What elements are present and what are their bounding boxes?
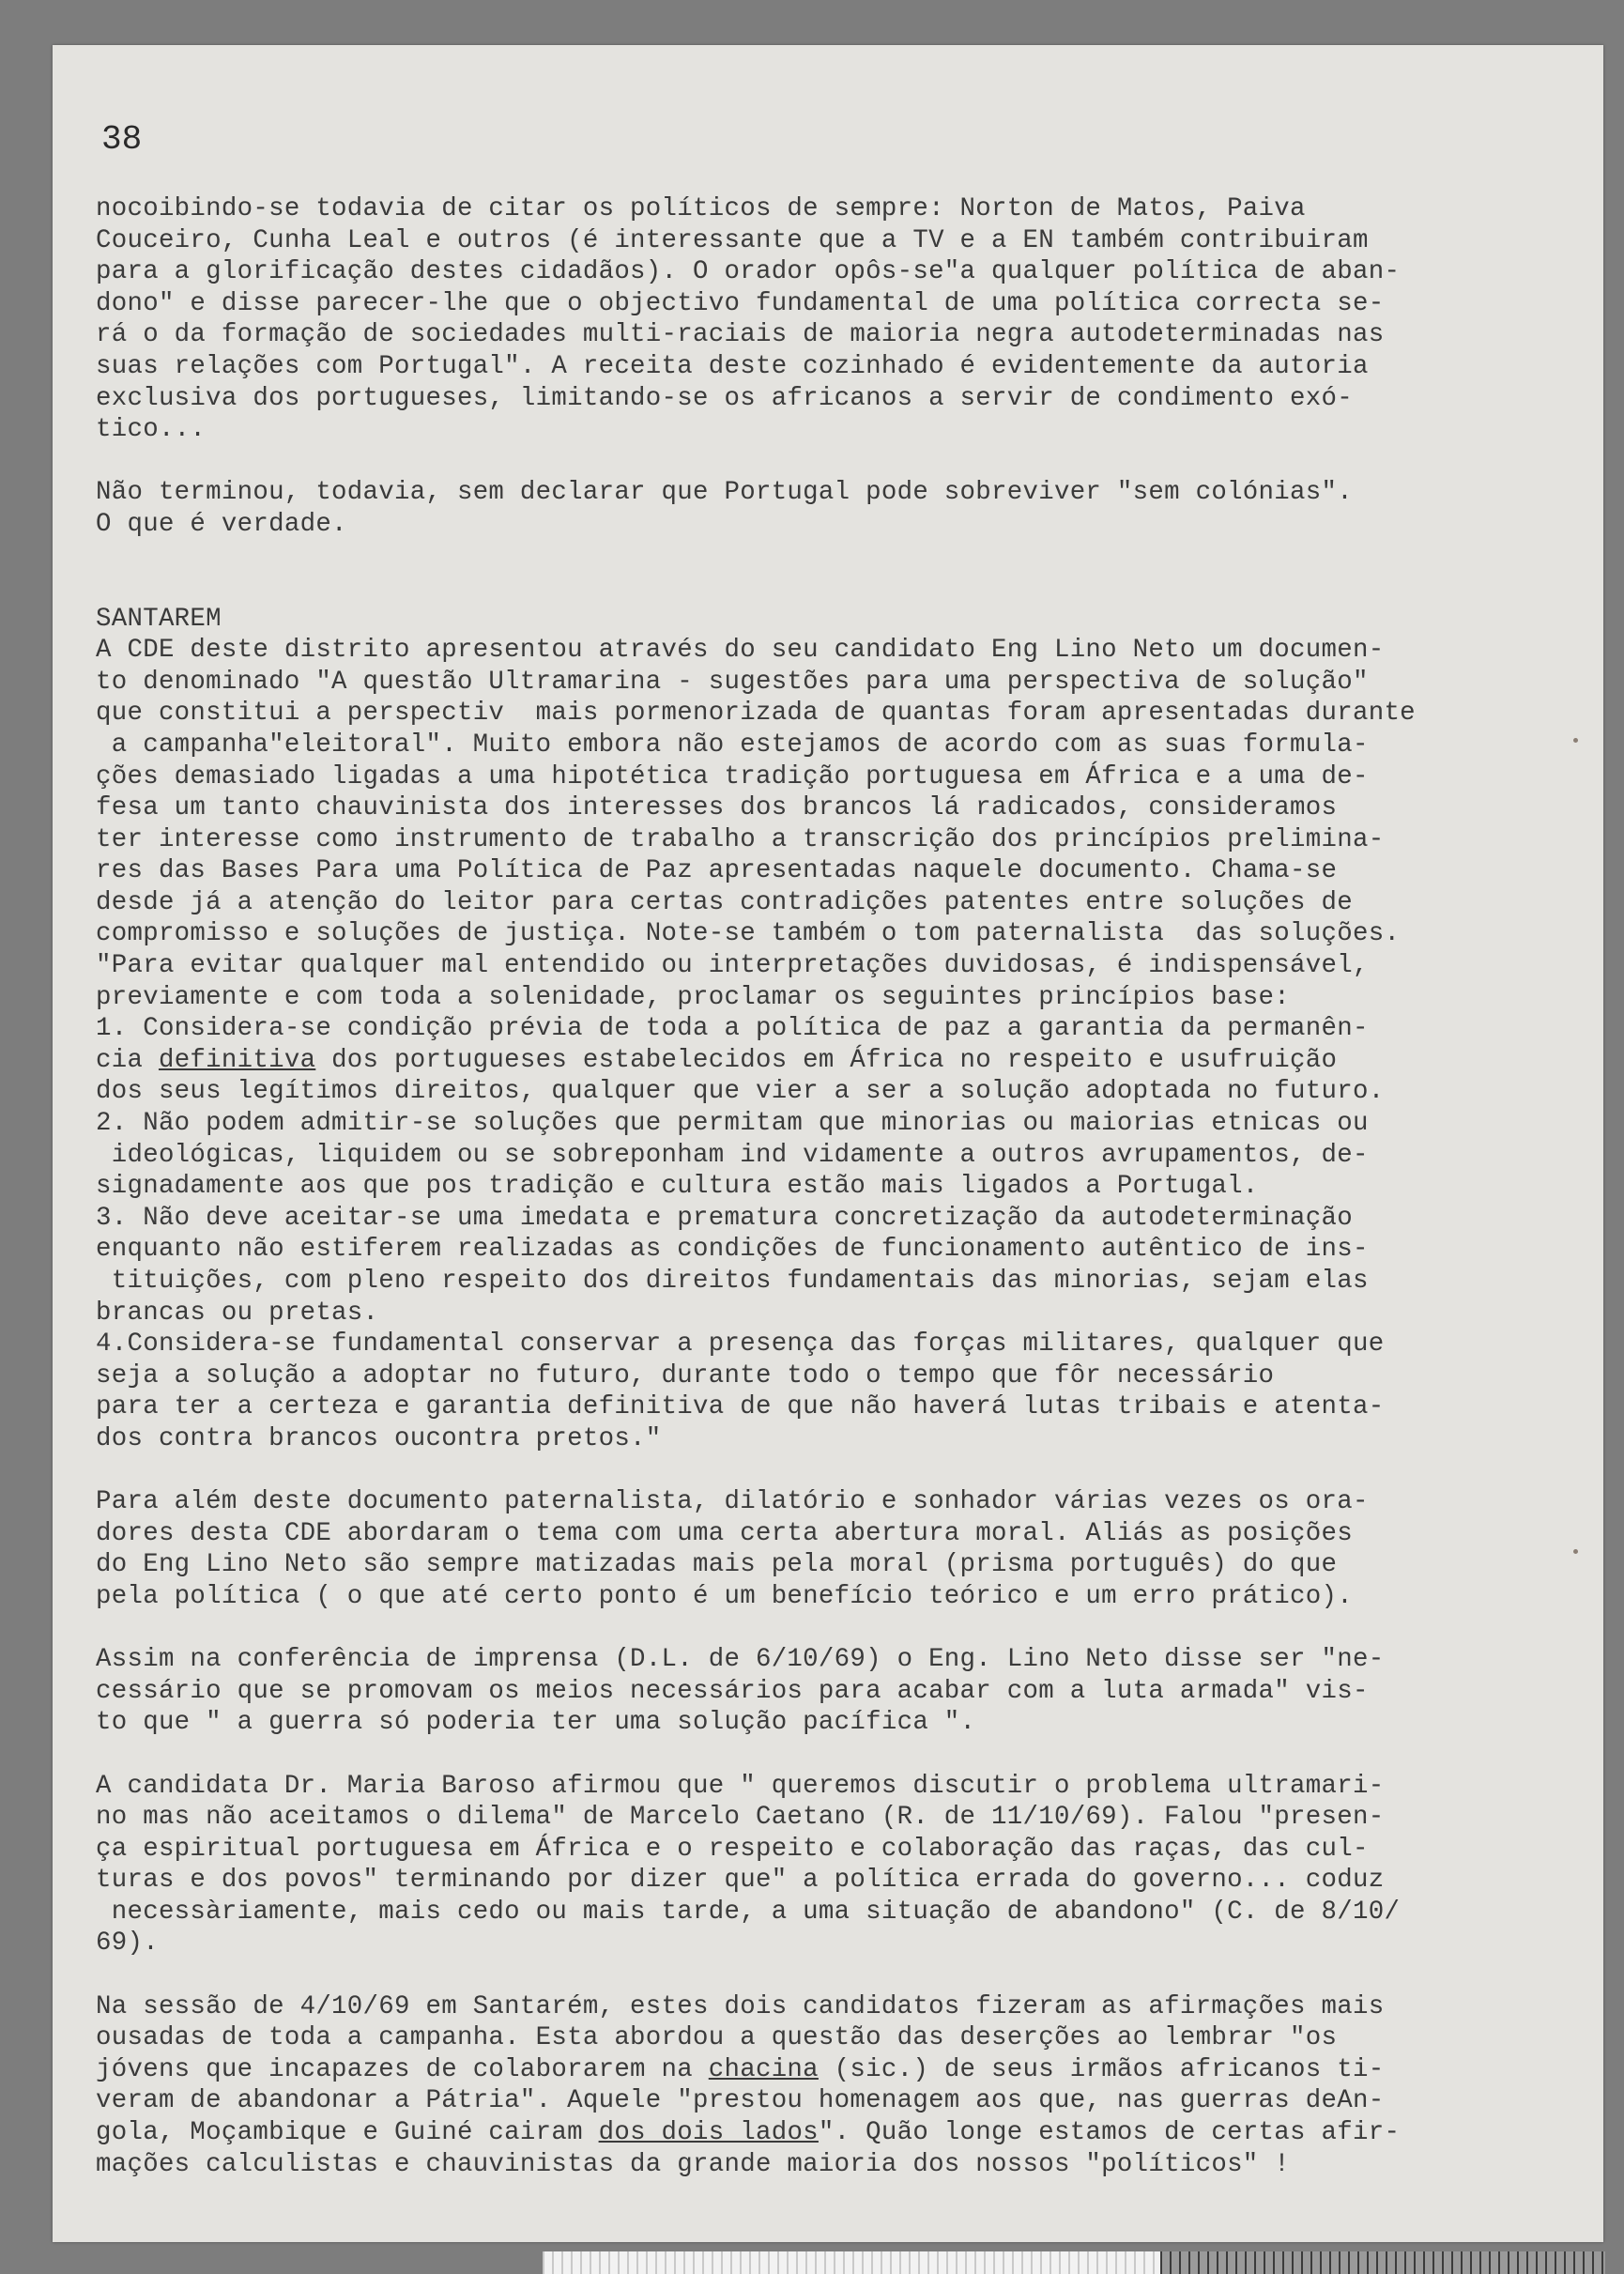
- text-line: A CDE deste distrito apresentou através do seu candidato Eng Lino Neto um documen-: [96, 636, 1385, 666]
- text-line: tituições, com pleno respeito dos direitos fundamentais das minorias, sejam elas: [96, 1267, 1369, 1296]
- text-line: previamente e com toda a solenidade, proclamar os seguintes princípios base:: [96, 982, 1291, 1012]
- text-line: gola, Moçambique e Guiné cairam dos dois lados". Quão longe estamos de certas afir-: [96, 2118, 1401, 2148]
- document-body: [96, 193, 1485, 2180]
- scan-ruler-dark: [1160, 2251, 1605, 2274]
- text-line: 3. Não deve aceitar-se uma imedata e prematura concretização da autodeterminação: [96, 1203, 1353, 1233]
- paper-speck: [1573, 1549, 1578, 1554]
- text-line: necessàriamente, mais cedo ou mais tarde, a uma situação de abandono" (C. de 8/10/: [96, 1897, 1401, 1927]
- text-line: a campanha"eleitoral". Muito embora não estejamos de acordo com as suas formula-: [96, 730, 1369, 760]
- text-line: brancas ou pretas.: [96, 1298, 379, 1328]
- text-line: Couceiro, Cunha Leal e outros (é interessante que a TV e a EN também contribuiram: [96, 225, 1369, 255]
- paragraph-5: [96, 1486, 1485, 1612]
- text-line: veram de abandonar a Pátria". Aquele "prestou homenagem aos que, nas guerras deAn-: [96, 2086, 1385, 2116]
- paragraph-8: [96, 1991, 1485, 2181]
- text-line: enquanto não estiferem realizadas as condições de funcionamento autêntico de ins-: [96, 1235, 1369, 1265]
- text-line: Não terminou, todavia, sem declarar que Portugal pode sobreviver "sem colónias".: [96, 478, 1353, 508]
- text-line: no mas não aceitamos o dilema" de Marcelo Caetano (R. de 11/10/69). Falou "presen-: [96, 1803, 1385, 1833]
- text-line: Na sessão de 4/10/69 em Santarém, estes dois candidatos fizeram as afirmações mais: [96, 1991, 1385, 2021]
- text-line: que constitui a perspectiv mais pormenorizada de quantas foram apresentadas durante: [96, 699, 1416, 729]
- page-number: 38: [101, 120, 143, 159]
- text-line: cessário que se promovam os meios necessários para acabar com a luta armada" vis-: [96, 1676, 1369, 1706]
- text-line: ideológicas, liquidem ou se sobreponham ind vidamente a outros avrupamentos, de-: [96, 1140, 1369, 1170]
- paragraph-1: [96, 193, 1485, 446]
- text-line: 2. Não podem admitir-se soluções que permitam que minorias ou maiorias etnicas ou: [96, 1109, 1369, 1139]
- underlined-word: chacina: [708, 2054, 819, 2084]
- paper-speck: [1573, 738, 1578, 743]
- text-line: signadamente aos que pos tradição e cultura estão mais ligados a Portugal.: [96, 1172, 1259, 1202]
- paragraph-7: [96, 1771, 1485, 1960]
- text-line: dores desta CDE abordaram o tema com uma certa abertura moral. Aliás as posições: [96, 1518, 1353, 1548]
- text-line: "Para evitar qualquer mal entendido ou interpretações duvidosas, é indispensável,: [96, 951, 1369, 981]
- text-line: to que " a guerra só poderia ter uma solução pacífica ".: [96, 1708, 976, 1738]
- text-line: ça espiritual portuguesa em África e o respeito e colaboração das raças, das cul-: [96, 1834, 1369, 1864]
- paragraph-3: [96, 635, 1485, 950]
- text-line: Assim na conferência de imprensa (D.L. de 6/10/69) o Eng. Lino Neto disse ser "ne-: [96, 1645, 1385, 1675]
- text-line: rá o da formação de sociedades multi-raciais de maioria negra autodeterminadas nas: [96, 320, 1385, 350]
- text-line: dos seus legítimos direitos, qualquer que vier a ser a solução adoptada no futuro.: [96, 1077, 1385, 1107]
- text-line: res das Bases Para uma Política de Paz apresentadas naquele documento. Chama-se: [96, 856, 1338, 886]
- text-line: Para além deste documento paternalista, dilatório e sonhador várias vezes os ora-: [96, 1487, 1369, 1517]
- text-line: tico...: [96, 415, 207, 445]
- text-line: dos contra brancos oucontra pretos.": [96, 1423, 662, 1453]
- text-line: fesa um tanto chauvinista dos interesses dos brancos lá radicados, consideramos: [96, 793, 1338, 823]
- text-line: O que é verdade.: [96, 509, 347, 539]
- text-line: para ter a certeza e garantia definitiva de que não haverá lutas tribais e atenta-: [96, 1392, 1385, 1422]
- section-heading: SANTAREM: [96, 604, 222, 634]
- text-line: dono" e disse parecer-lhe que o objectivo fundamental de uma política correcta se-: [96, 288, 1385, 318]
- text-line: 4.Considera-se fundamental conservar a presença das forças militares, qualquer que: [96, 1329, 1385, 1360]
- text-line: seja a solução a adoptar no futuro, durante todo o tempo que fôr necessário: [96, 1360, 1275, 1391]
- text-line: ousadas de toda a campanha. Esta abordou a questão das deserções ao lembrar "os: [96, 2023, 1338, 2053]
- text-line: mações calculistas e chauvinistas da grande maioria dos nossos "políticos" !: [96, 2149, 1291, 2179]
- text-line: jóvens que incapazes de colaborarem na chacina (sic.) de seus irmãos africanos ti-: [96, 2054, 1385, 2084]
- quoted-principles: [96, 950, 1485, 1455]
- text-line: compromisso e soluções de justiça. Note-se também o tom paternalista das soluções.: [96, 919, 1401, 949]
- text-line: nocoibindo-se todavia de citar os políticos de sempre: Norton de Matos, Paiva: [96, 194, 1306, 223]
- text-line: ter interesse como instrumento de trabalho a transcrição dos princípios prelimina-: [96, 824, 1385, 854]
- text-line: exclusiva dos portugueses, limitando-se os africanos a servir de condimento exó-: [96, 383, 1353, 413]
- text-line: pela política ( o que até certo ponto é um benefício teórico e um erro prático).: [96, 1581, 1353, 1611]
- paragraph-2: [96, 477, 1485, 540]
- paragraph-6: [96, 1644, 1485, 1739]
- text-line: desde já a atenção do leitor para certas contradições patentes entre soluções de: [96, 887, 1353, 917]
- text-line: ções demasiado ligadas a uma hipotética tradição portuguesa em África e a uma de-: [96, 761, 1369, 791]
- text-line: A candidata Dr. Maria Baroso afirmou que " queremos discutir o problema ultramari-: [96, 1771, 1385, 1801]
- text-line: 69).: [96, 1928, 159, 1959]
- text-line: suas relações com Portugal". A receita deste cozinhado é evidentemente da autoria: [96, 351, 1369, 381]
- text-line: 1. Considera-se condição prévia de toda a política de paz a garantia da permanên-: [96, 1014, 1369, 1044]
- text-line: cia definitiva dos portugueses estabelecidos em África no respeito e usufruição: [96, 1045, 1338, 1075]
- underlined-phrase: dos dois lados: [598, 2118, 819, 2148]
- text-line: do Eng Lino Neto são sempre matizadas mais pela moral (prisma português) do que: [96, 1550, 1338, 1580]
- text-line: to denominado "A questão Ultramarina - sugestões para uma perspectiva de solução": [96, 667, 1369, 697]
- text-line: turas e dos povos" terminando por dizer que" a política errada do governo... coduz: [96, 1866, 1385, 1896]
- text-line: para a glorificação destes cidadãos). O orador opôs-se"a qualquer política de aban-: [96, 257, 1401, 287]
- underlined-word: definitiva: [158, 1045, 316, 1075]
